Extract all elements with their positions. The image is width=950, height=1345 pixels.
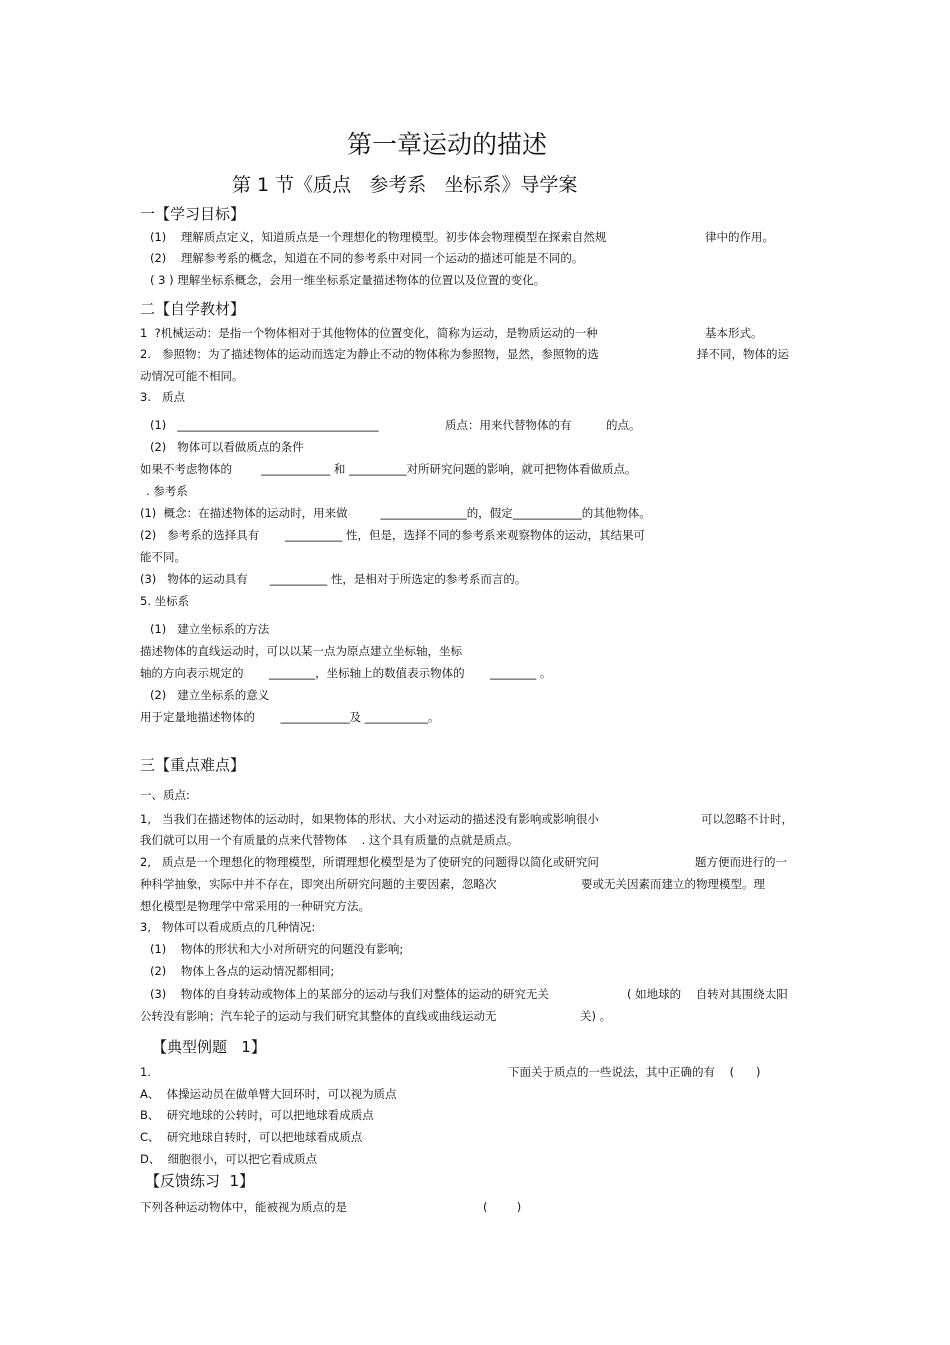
- paragraph: 可以忽略不计时，: [701, 812, 793, 826]
- fill-in-line: (1) 概念：在描述物体的运动时，用来做 _______________的，假定____________的其他物体。: [140, 506, 651, 520]
- option-c: C、 研究地球自转时，可以把地球看成质点: [140, 1130, 363, 1144]
- fill-in-line: (2) 参考系的选择具有 __________ 性，但是，选择不同的参考系来观察物体的运动，其结果可: [140, 528, 645, 542]
- paragraph: 基本形式。: [705, 326, 763, 340]
- paragraph: 质点：用来代替物体的有: [445, 418, 572, 432]
- fill-in-line: 轴的方向表示规定的 ________，坐标轴上的数值表示物体的 ________ 。: [140, 666, 552, 680]
- question-text: 下列各种运动物体中，能被视为质点的是: [140, 1200, 347, 1214]
- paragraph: 题方便而进行的一: [695, 855, 787, 869]
- paragraph: 想化模型是物理学中常采用的一种研究方法。: [140, 899, 370, 913]
- paragraph: 要或无关因素而建立的物理模型。理: [581, 877, 765, 891]
- paragraph: 2, 质点是一个理想化的物理模型，所谓理想化模型是为了使研究的问题得以简化或研究问: [140, 855, 599, 869]
- list-item: (3) 物体的自身转动或物体上的某部分的运动与我们对整体的运动的研究无关: [150, 987, 549, 1001]
- list-item: (1) 物体的形状和大小对所研究的问题没有影响;: [150, 942, 404, 956]
- paragraph: 描述物体的直线运动时，可以以某一点为原点建立坐标轴，坐标: [140, 644, 462, 658]
- list-item: (2) 物体上各点的运动情况都相同;: [150, 964, 335, 978]
- section-heading-key-points: 三【重点难点】: [140, 756, 246, 774]
- fill-in-line: 用于定量地描述物体的 ____________及 ___________。: [140, 710, 440, 724]
- objective-item: (2) 理解参考系的概念，知道在不同的参考系中对同一个运动的描述可能是不同的。: [150, 251, 584, 265]
- fill-in-line: (3) 物体的运动具有 __________ 性，是相对于所选定的参考系而言的。: [140, 572, 527, 586]
- list-item: 关) 。: [580, 1009, 612, 1023]
- paragraph: 2. 参照物：为了描述物体的运动而选定为静止不动的物体称为参照物，显然，参照物的选: [140, 347, 599, 361]
- paragraph: (1) 建立坐标系的方法: [150, 622, 270, 636]
- list-item: ( 如地球的 自转对其围绕太阳: [627, 987, 788, 1001]
- objective-item: (1) 理解质点定义，知道质点是一个理想化的物理模型。初步体会物理模型在探索自然规: [150, 230, 607, 244]
- option-a: A、 体操运动员在做单臂大回环时，可以视为质点: [140, 1087, 397, 1101]
- fill-in-line: 如果不考虑物体的 ____________ 和 __________对所研究问题的影响，就可把物体看做质点。: [140, 462, 637, 476]
- objective-item: 律中的作用。: [705, 230, 774, 244]
- paragraph: 种科学抽象，实际中并不存在，即突出所研究问题的主要因素，忽略次: [140, 877, 497, 891]
- paragraph: 1, 当我们在描述物体的运动时，如果物体的形状、大小对运动的描述没有影响或影响很小: [140, 812, 599, 826]
- paragraph: 动情况可能不相同。: [140, 369, 244, 383]
- paragraph: 3, 物体可以看成质点的几种情况:: [140, 920, 316, 934]
- paragraph: 5. 坐标系: [140, 594, 190, 608]
- paragraph: 3. 质点: [140, 390, 185, 404]
- section-heading-objectives: 一【学习目标】: [140, 205, 246, 223]
- subtitle: 第 1 节《质点 参考系 坐标系》导学案: [232, 174, 578, 196]
- paragraph: . 参考系: [146, 484, 188, 498]
- title: 第一章运动的描述: [347, 130, 548, 159]
- question-number: 1.: [140, 1065, 151, 1079]
- answer-parens: ( ): [483, 1200, 522, 1214]
- paragraph: 的点。: [606, 418, 641, 432]
- section-heading-self-study: 二【自学教材】: [140, 300, 246, 318]
- paragraph: 择不同，物体的运: [697, 347, 789, 361]
- paragraph: 我们就可以用一个有质量的点来代替物体 . 这个具有质量的点就是质点。: [140, 833, 519, 847]
- example-heading: 【典型例题 1】: [152, 1038, 266, 1056]
- paragraph: (2) 物体可以看做质点的条件: [150, 440, 304, 454]
- objective-item: ( 3 ) 理解坐标系概念，会用一维坐标系定量描述物体的位置以及位置的变化。: [150, 273, 546, 287]
- paragraph: 能不同。: [140, 550, 186, 564]
- paragraph: 1 ?机械运动：是指一个物体相对于其他物体的位置变化，简称为运动，是物质运动的一种: [140, 326, 598, 340]
- paragraph: 一、质点:: [140, 788, 190, 802]
- list-item: 公转没有影响；汽车轮子的运动与我们研究其整体的直线或曲线运动无: [140, 1009, 497, 1023]
- fill-in-line: (1) ___________________________________: [150, 418, 379, 432]
- paragraph: (2) 建立坐标系的意义: [150, 688, 270, 702]
- option-b: B、 研究地球的公转时，可以把地球看成质点: [140, 1108, 374, 1122]
- question-text: 下面关于质点的一些说法，其中正确的有 ( ): [508, 1065, 761, 1079]
- option-d: D、 细胞很小，可以把它看成质点: [140, 1152, 318, 1166]
- feedback-heading: 【反馈练习 1】: [145, 1172, 255, 1190]
